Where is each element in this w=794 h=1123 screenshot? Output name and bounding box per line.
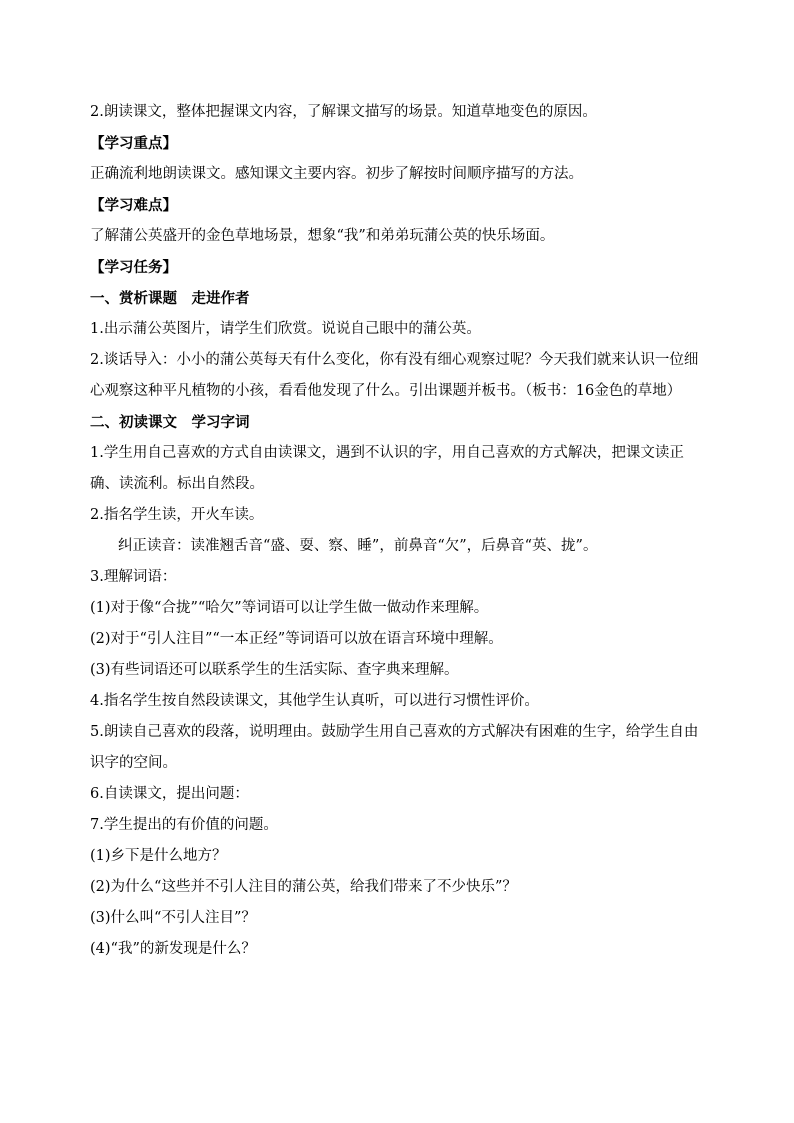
section-2-item-4: 4.指名学生按自然段读课文，其他学生认真听，可以进行习惯性评价。 [90,693,539,709]
section-2-item-3: 3.理解词语： [90,569,177,585]
pronunciation-note: 纠正读音：读准翘舌音“盛、耍、察、睡”，前鼻音“欠”，后鼻音“英、拢”。 [118,538,598,554]
key-points-heading: 【学习重点】 [90,135,177,152]
sub-item-1: (1)对于像“合拢”“哈欠”等词语可以让学生做一做动作来理解。 [90,600,489,616]
section-1-item-2: 2.谈话导入：小小的蒲公英每天有什么变化，你有没有细心观察过呢？今天我们就来认识一位细心观察这种平凡植物的小孩，看看他发现了什么。引出课题并板书。（板书：16金色的草地） [90,352,699,399]
section-2-item-2: 2.指名学生读，开火车读。 [90,507,264,523]
section-2-item-6: 6.自读课文，提出问题： [90,786,249,802]
section-2-item-7: 7.学生提出的有价值的问题。 [90,817,278,833]
question-3: (3)什么叫“不引人注目”？ [90,910,256,926]
sub-item-2: (2)对于“引人注目”“一本正经”等词语可以放在语言环境中理解。 [90,631,503,647]
question-2: (2)为什么“这些并不引人注目的蒲公英，给我们带来了不少快乐”？ [90,879,517,895]
section-1-item-1: 1.出示蒲公英图片，请学生们欣赏。说说自己眼中的蒲公英。 [90,321,481,337]
section-2-item-1: 1.学生用自己喜欢的方式自由读课文，遇到不认识的字，用自己喜欢的方式解决，把课文读正确、读流利。标出自然段。 [90,445,684,492]
section-1-heading: 一、赏析课题 走进作者 [90,290,250,307]
question-4: (4)“我”的新发现是什么？ [90,941,256,957]
objective-2-line: 2.朗读课文，整体把握课文内容，了解课文描写的场景。知道草地变色的原因。 [90,104,597,120]
section-2-heading: 二、初读课文 学习字词 [90,414,250,431]
difficulties-heading: 【学习难点】 [90,197,177,214]
sub-item-3: (3)有些词语还可以联系学生的生活实际、查字典来理解。 [90,662,459,678]
section-2-item-5: 5.朗读自己喜欢的段落，说明理由。鼓励学生用自己喜欢的方式解决有困难的生字，给学生自由识字的空间。 [90,724,699,771]
tasks-heading: 【学习任务】 [90,259,177,276]
question-1: (1)乡下是什么地方？ [90,848,227,864]
difficulties-text: 了解蒲公英盛开的金色草地场景，想象“我”和弟弟玩蒲公英的快乐场面。 [90,228,555,244]
document-body [90,97,712,965]
key-points-text: 正确流利地朗读课文。感知课文主要内容。初步了解按时间顺序描写的方法。 [90,166,583,182]
